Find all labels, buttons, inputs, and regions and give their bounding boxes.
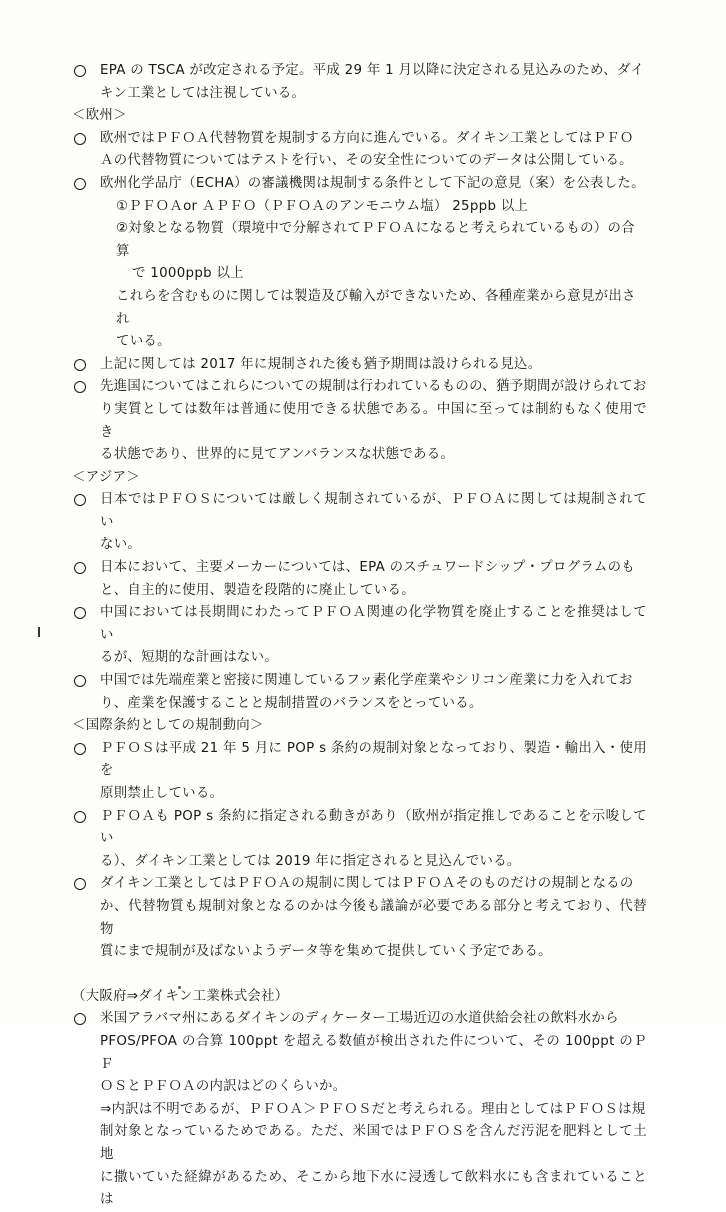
bullet-line: 日本において、主要メーカーについては、EPA のスチュワードシップ・プログラムのも <box>100 560 635 576</box>
bullet-line: EPA の TSCA が改定される予定。平成 29 年 1 月以降に決定される見込みのため、ダイ <box>100 63 645 78</box>
spacer <box>72 964 647 986</box>
stray-mark <box>178 986 181 989</box>
bullet-line: に撒いていた経緯があるため、そこから地下水に浸透して飲料水にも含まれていることは <box>100 1169 647 1208</box>
bullet-line: 欧州化学品庁（ECHA）の審議機関は規制する条件として下記の意見（案）を公表した。 <box>100 175 645 191</box>
circle-bullet-icon <box>74 178 86 190</box>
bullet-line: ⇒内訳は不明であるが、ＰＦＯＡ＞ＰＦＯＳだと考えられる。理由としてはＰＦＯＳは規 <box>100 1101 646 1117</box>
indented-line: で 1000ppb 以上 <box>132 266 244 282</box>
bullet-line: ＰＦＯＳは平成 21 年 5 月に POP s 条約の規制対象となっており、製造・輸出入・使用を <box>100 740 647 779</box>
indent-block <box>72 286 647 331</box>
bullet-line: り、産業を保護することと規制措置のバランスをとっている。 <box>100 695 483 711</box>
circle-bullet-icon <box>74 381 86 393</box>
bullet-line: 上記に関しては 2017 年に規制された後も猶予期間は設けられる見込。 <box>100 356 542 372</box>
circle-bullet-icon <box>74 878 86 890</box>
bullet-line: 欧州ではＰＦＯＡ代替物質を規制する方向に進んでいる。ダイキン工業としてはＰＦＯ <box>100 130 634 146</box>
bullet-line: 質にまで規制が及ばないようデータ等を集めて提供していく予定である。 <box>100 944 552 960</box>
circle-bullet-icon <box>74 675 86 687</box>
bullet-line: 日本ではＰＦＯＳについては厳しく規制されているが、ＰＦＯＡに関しては規制されてい <box>100 492 647 530</box>
bullet-item <box>72 602 647 670</box>
bullet-line: 米国アラバマ州にあるダイキンのディケーター工場近辺の水道供給会社の飲料水から <box>100 1011 619 1027</box>
bullet-line: PFOS/PFOA の合算 100ppt を超える数値が検出された件について、その 100ppt のＰＦ <box>100 1033 647 1072</box>
bullet-line: 中国では先端産業と密接に関連しているフッ素化学産業やシリコン産業に力を入れてお <box>100 673 633 689</box>
indented-line: ①ＰＦＯＡor ＡＰＦＯ（ＰＦＯＡのアンモニウム塩） 25ppb 以上 <box>116 198 529 214</box>
circle-bullet-icon <box>74 743 86 755</box>
bullet-item <box>72 128 647 173</box>
section-heading: （大阪府⇒ダイキン工業株式会社） <box>72 988 289 1004</box>
bullet-line: Ａの代替物質についてはテストを行い、その安全性についてのデータは公開している。 <box>100 153 633 169</box>
circle-bullet-icon <box>74 811 86 823</box>
circle-bullet-icon <box>74 359 86 371</box>
indented-line: ている。 <box>116 334 171 350</box>
bullet-line: ない。 <box>100 537 142 553</box>
indented-line: これらを含むものに関しては製造及び輸入ができないため、各種産業から意見が出され <box>116 288 636 327</box>
indent-block <box>72 263 647 286</box>
section-heading: ＜国際条約としての規制動向＞ <box>72 718 264 734</box>
indent-block <box>72 331 647 354</box>
bullet-item <box>72 873 647 963</box>
bullet-line: ＯＳとＰＦＯＡの内訳はどのくらいか。 <box>100 1079 347 1095</box>
bullet-item <box>72 173 647 196</box>
document-body <box>72 60 647 1212</box>
circle-bullet-icon <box>74 562 86 574</box>
bullet-line: キン工業としては注視している。 <box>100 85 306 101</box>
bullet-item <box>72 670 647 715</box>
bullet-item <box>72 557 647 602</box>
circle-bullet-icon <box>74 607 86 619</box>
bullet-line: るが、短期的な計画はない。 <box>100 650 278 666</box>
bullet-item <box>72 60 647 105</box>
bullet-item <box>72 1008 647 1211</box>
bullet-item <box>72 376 647 466</box>
bullet-item <box>72 489 647 557</box>
indent-block <box>72 218 647 263</box>
bullet-line: 制対象となっているためである。ただ、米国ではＰＦＯＳを含んだ汚泥を肥料として土地 <box>100 1124 647 1162</box>
bullet-line: か、代替物質も規制対象となるのかは今後も議論が必要である部分と考えており、代替物 <box>100 898 647 937</box>
bullet-line: ＰＦＯＡも POP s 条約に指定される動きがあり（欧州が指定推しであることを示唆してい <box>100 808 647 847</box>
section-heading: ＜アジア＞ <box>72 469 140 485</box>
indent-block <box>72 196 647 219</box>
bullet-line: り実質としては数年は普通に使用できる状態である。中国に至っては制約もなく使用でき <box>100 401 647 440</box>
margin-mark <box>38 627 40 637</box>
circle-bullet-icon <box>74 494 86 506</box>
bullet-line: 中国においては長期間にわたってＰＦＯＡ関連の化学物質を廃止することを推奨はしてい <box>100 605 647 643</box>
bullet-line: 原則禁止している。 <box>100 786 224 801</box>
bullet-item <box>72 354 647 377</box>
bullet-line: る）、ダイキン工業としては 2019 年に指定されると見込んでいる。 <box>100 853 521 869</box>
bullet-line: 先進国についてはこれらについての規制は行われているものの、猶予期間が設けられてお <box>100 379 647 395</box>
circle-bullet-icon <box>74 133 86 145</box>
bullet-item <box>72 738 647 806</box>
bullet-line: と、自主的に使用、製造を段階的に廃止している。 <box>100 582 415 598</box>
circle-bullet-icon <box>74 65 86 77</box>
bullet-line: ダイキン工業としてはＰＦＯＡの規制に関してはＰＦＯＡそのものだけの規制となるの <box>100 876 634 892</box>
bullet-line: る状態であり、世界的に見てアンバランスな状態である。 <box>100 447 455 463</box>
bullet-item <box>72 806 647 874</box>
indented-line: ②対象となる物質（環境中で分解されてＰＦＯＡになると考えられているもの）の合算 <box>116 221 635 259</box>
section-heading: ＜欧州＞ <box>72 108 127 124</box>
